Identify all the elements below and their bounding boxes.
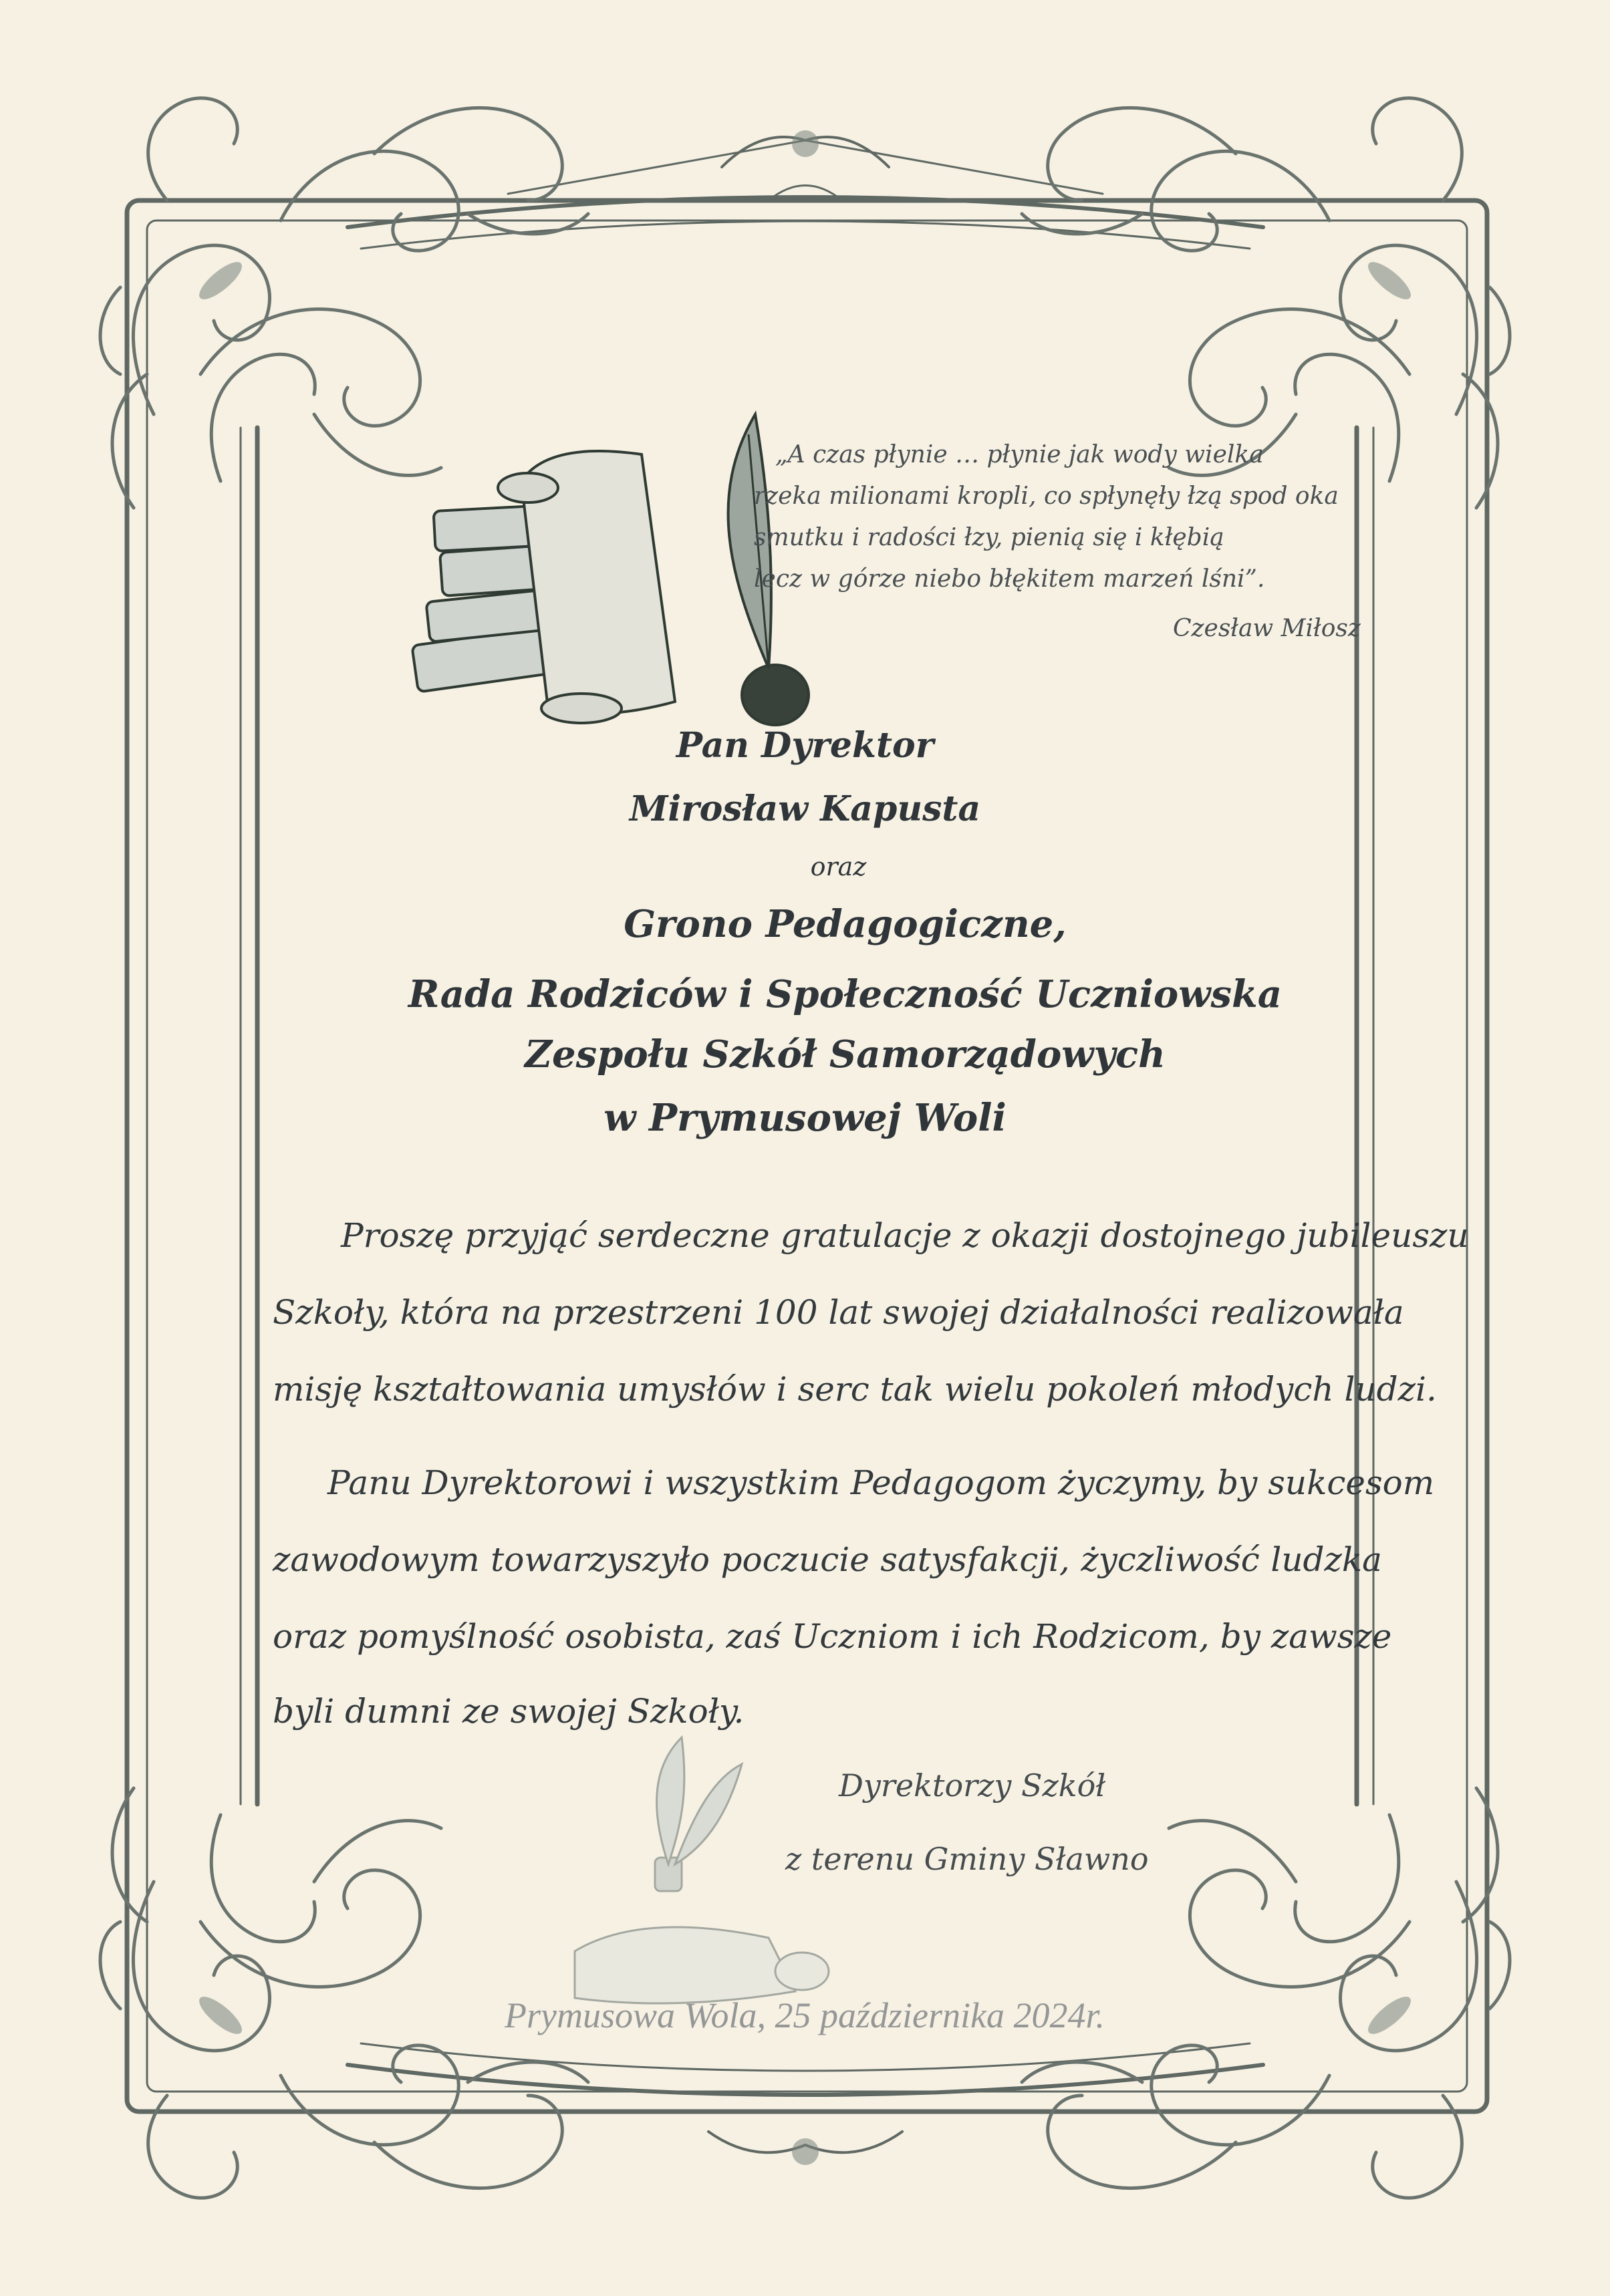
body-text-line: Proszę przyjąć serdeczne gratulacje z okazji dostojnego jubileuszu	[341, 1216, 1469, 1255]
addressee-group: Rada Rodziców i Społeczność Uczniowska	[408, 972, 1283, 1016]
quote-line: „A czas płynie … płynie jak wody wielka	[775, 441, 1264, 468]
quote-line: rzeka milionami kropli, co spłynęły łzą spod oka	[754, 482, 1339, 510]
addressee-name: Mirosław Kapusta	[629, 788, 981, 829]
body-text-line: Szkoły, która na przestrzeni 100 lat swojej działalności realizowała	[273, 1293, 1404, 1332]
body-text-line: oraz pomyślność osobista, zaś Uczniom i ich Rodzicom, by zawsze	[273, 1617, 1392, 1656]
body-text-line: byli dumni ze swojej Szkoły.	[273, 1692, 745, 1731]
date-line: Prymusowa Wola, 25 października 2024r.	[505, 1995, 1105, 2035]
quote-line: smutku i radości łzy, pienią się i kłębią	[754, 524, 1224, 551]
signature-line: z terenu Gminy Sławno	[785, 1841, 1149, 1877]
addressee-title: Pan Dyrektor	[676, 725, 934, 766]
quote-author: Czesław Miłosz	[1173, 615, 1361, 642]
body-text-line: Panu Dyrektorowi i wszystkim Pedagogom życzymy, by sukcesom	[327, 1463, 1435, 1502]
books-quill-illustration	[412, 414, 809, 725]
addressee-group: Grono Pedagogiczne,	[624, 902, 1067, 946]
body-text-line: zawodowym towarzyszyło poczucie satysfakcji, życzliwość ludzka	[273, 1540, 1382, 1579]
addressee-place: w Prymusowej Woli	[603, 1096, 1007, 1140]
quote-line: lecz w górze niebo błękitem marzeń lśni”.	[754, 565, 1265, 593]
body-text-line: misję kształtowania umysłów i serc tak wielu pokoleń młodych ludzi.	[273, 1370, 1437, 1409]
signature-line: Dyrektorzy Szkół	[839, 1767, 1106, 1804]
addressee-conjunction: oraz	[810, 852, 867, 881]
addressee-school: Zespołu Szkół Samorządowych	[525, 1032, 1166, 1077]
